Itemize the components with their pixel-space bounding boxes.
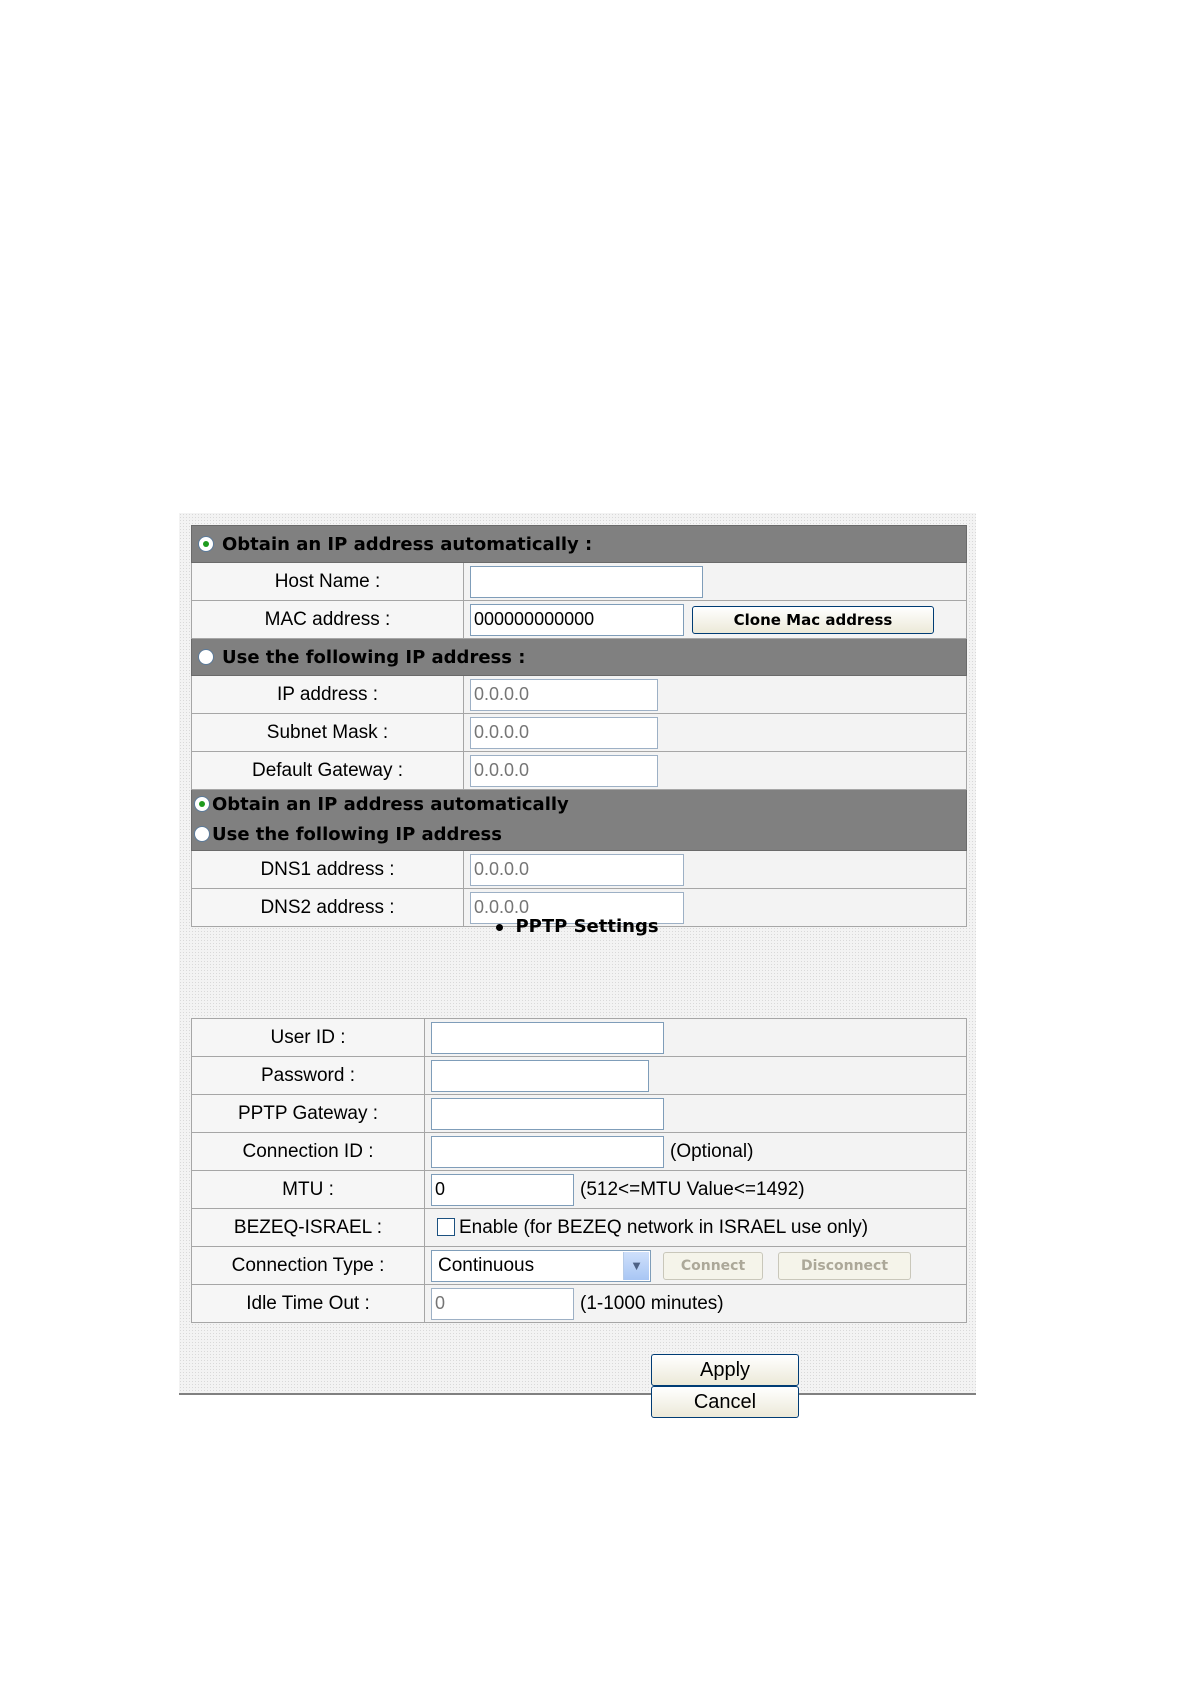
pptp-gateway-input[interactable] <box>431 1098 664 1130</box>
subnet-label: Subnet Mask : <box>192 714 464 752</box>
password-label: Password : <box>192 1057 425 1095</box>
dns-obtain-auto-label: Obtain an IP address automatically <box>212 794 569 815</box>
pptp-settings-table <box>191 1018 967 1323</box>
mtu-input[interactable] <box>431 1174 574 1206</box>
chevron-down-icon[interactable]: ▼ <box>623 1252 649 1280</box>
settings-panel <box>179 513 976 1413</box>
pptp-gateway-row <box>192 1095 967 1133</box>
connection-type-value: Continuous <box>438 1254 535 1276</box>
obtain-auto-label: Obtain an IP address automatically : <box>222 533 593 555</box>
use-following-label: Use the following IP address : <box>222 646 526 668</box>
dns-use-following-radio[interactable] <box>194 826 210 842</box>
password-row <box>192 1057 967 1095</box>
ip-input[interactable] <box>470 679 658 711</box>
obtain-auto-header <box>192 526 967 563</box>
idle-timeout-label: Idle Time Out : <box>192 1285 425 1323</box>
ip-row <box>192 676 967 714</box>
bezeq-enable-checkbox[interactable] <box>437 1218 455 1236</box>
host-name-row <box>192 563 967 601</box>
host-name-input[interactable] <box>470 566 703 598</box>
gateway-input[interactable] <box>470 755 658 787</box>
connection-type-label: Connection Type : <box>192 1247 425 1285</box>
mac-label: MAC address : <box>192 601 464 639</box>
host-name-label: Host Name : <box>192 563 464 601</box>
password-input[interactable] <box>431 1060 649 1092</box>
pptp-gateway-label: PPTP Gateway : <box>192 1095 425 1133</box>
dns1-input[interactable] <box>470 854 684 886</box>
pptp-settings-title <box>179 916 976 937</box>
pptp-title-text: PPTP Settings <box>515 916 659 937</box>
connection-id-note: (Optional) <box>670 1140 754 1162</box>
wan-settings-table <box>191 525 967 927</box>
dns-obtain-auto-radio[interactable] <box>194 796 210 812</box>
action-buttons <box>651 1354 976 1418</box>
gateway-row <box>192 752 967 790</box>
connection-type-row <box>192 1247 967 1285</box>
connection-id-label: Connection ID : <box>192 1133 425 1171</box>
bezeq-row <box>192 1209 967 1247</box>
connect-button[interactable]: Connect <box>663 1252 763 1280</box>
dns-mode-header <box>192 790 967 851</box>
idle-timeout-row <box>192 1285 967 1323</box>
obtain-auto-radio[interactable] <box>198 536 214 552</box>
bezeq-enable-text: Enable (for BEZEQ network in ISRAEL use only) <box>459 1216 869 1238</box>
use-following-header <box>192 639 967 676</box>
disconnect-button[interactable]: Disconnect <box>778 1252 911 1280</box>
mac-row <box>192 601 967 639</box>
bezeq-label: BEZEQ-ISRAEL : <box>192 1209 425 1247</box>
mtu-note: (512<=MTU Value<=1492) <box>580 1178 805 1200</box>
user-id-row <box>192 1019 967 1057</box>
idle-timeout-note: (1-1000 minutes) <box>580 1292 724 1314</box>
connection-id-input[interactable] <box>431 1136 664 1168</box>
dns1-label: DNS1 address : <box>192 851 464 889</box>
subnet-row <box>192 714 967 752</box>
mtu-row <box>192 1171 967 1209</box>
user-id-label: User ID : <box>192 1019 425 1057</box>
clone-mac-button[interactable]: Clone Mac address <box>692 606 934 634</box>
gateway-label: Default Gateway : <box>192 752 464 790</box>
use-following-radio[interactable] <box>198 649 214 665</box>
bullet-icon <box>496 924 503 931</box>
mtu-label: MTU : <box>192 1171 425 1209</box>
dns-use-following-label: Use the following IP address <box>212 824 502 845</box>
connection-type-select[interactable] <box>431 1250 651 1282</box>
cancel-button[interactable]: Cancel <box>651 1386 799 1418</box>
apply-button[interactable]: Apply <box>651 1354 799 1386</box>
user-id-input[interactable] <box>431 1022 664 1054</box>
idle-timeout-input[interactable] <box>431 1288 574 1320</box>
dns1-row <box>192 851 967 889</box>
subnet-input[interactable] <box>470 717 658 749</box>
dns2-label: DNS2 address : <box>192 889 464 927</box>
ip-label: IP address : <box>192 676 464 714</box>
mac-input[interactable] <box>470 604 684 636</box>
connection-id-row <box>192 1133 967 1171</box>
